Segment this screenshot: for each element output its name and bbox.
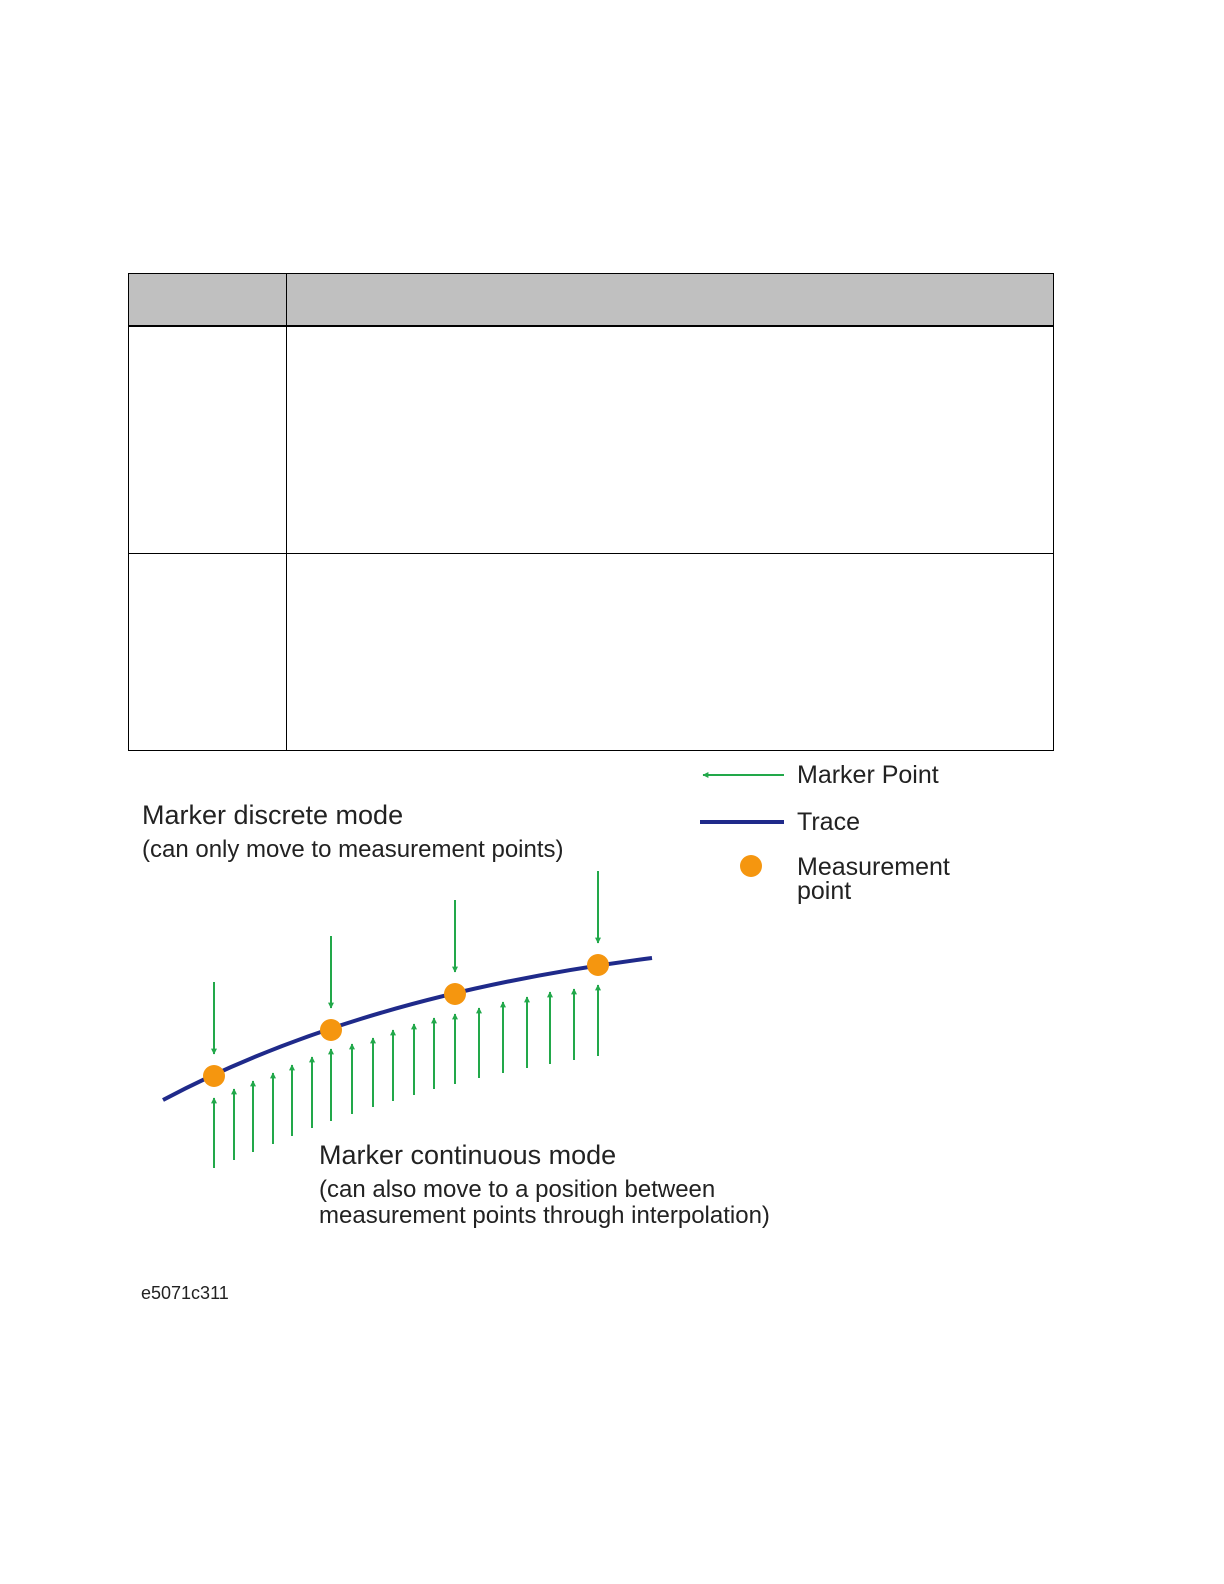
legend-marker-point-label: Marker Point [797,761,939,789]
continuous-mode-title: Marker continuous mode [319,1140,617,1170]
measurement-point [320,1019,342,1041]
legend-trace-label: Trace [797,808,860,836]
legend-measurement-dot-icon [740,855,762,877]
continuous-mode-subtitle-line2: measurement points through interpolation) [319,1202,770,1229]
measurement-point [444,983,466,1005]
legend-measurement-label-line2: point [797,877,852,905]
discrete-arrows [214,871,598,1054]
continuous-mode-subtitle-line1: (can also move to a position between [319,1176,716,1203]
discrete-mode-subtitle: (can only move to measurement points) [142,836,564,863]
figure-id: e5071c311 [141,1283,229,1303]
discrete-mode-title: Marker discrete mode [142,800,404,830]
legend-measurement-label-line1: Measurement [797,853,950,881]
trace-curve [163,958,652,1100]
measurement-point [587,954,609,976]
measurement-point [203,1065,225,1087]
